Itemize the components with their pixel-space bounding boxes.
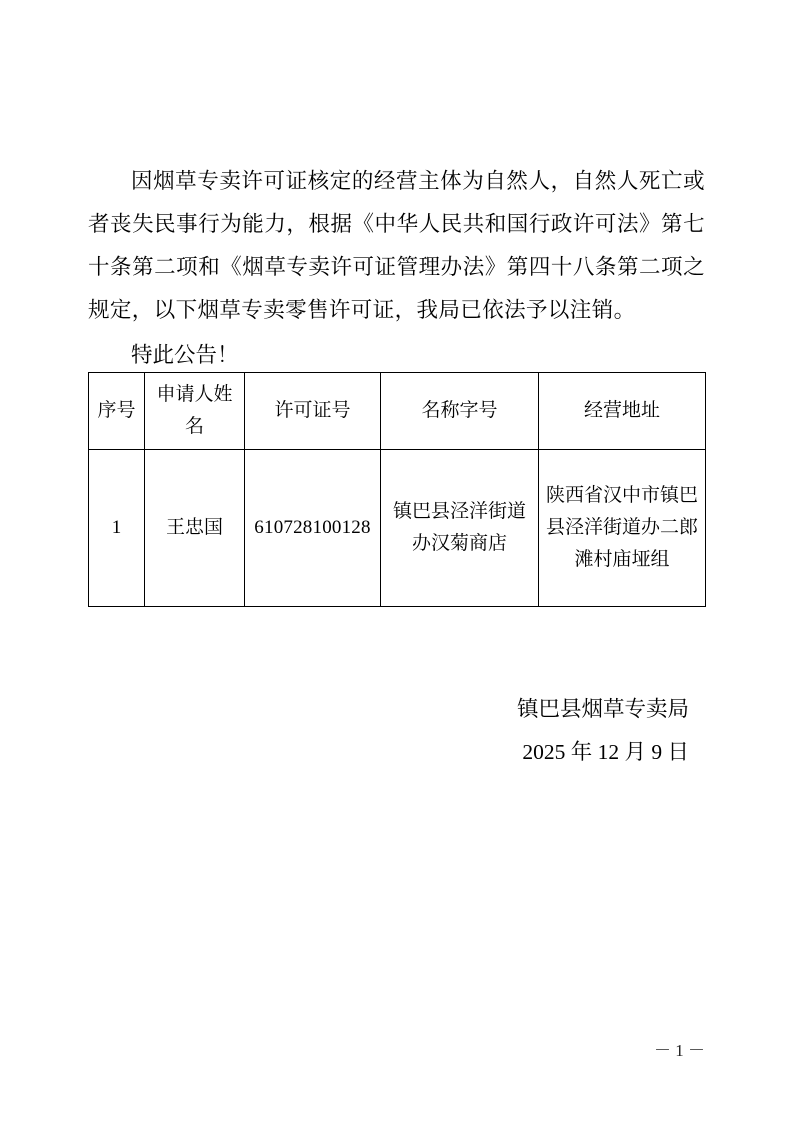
paragraph-notice: 特此公告！ <box>131 343 239 367</box>
signature-block <box>88 688 705 774</box>
column-header-applicant: 申请人姓名 <box>145 373 245 450</box>
column-header-address: 经营地址 <box>539 373 706 450</box>
table-header-row <box>89 373 706 450</box>
page-number: － 1 － <box>654 1041 705 1060</box>
column-header-seq: 序号 <box>89 373 145 450</box>
cell-seq: 1 <box>89 450 145 607</box>
paragraph-main: 因烟草专卖许可证核定的经营主体为自然人，自然人死亡或者丧失民事行为能力，根据《中华人民共和国行政许可法》第七十条第二项和《烟草专卖许可证管理办法》第四十八条第二项之规定，以下烟草专卖零售许可证，我局已依法予以注销。 <box>88 169 705 322</box>
cell-address: 陕西省汉中市镇巴县泾洋街道办二郎滩村庙垭组 <box>539 450 706 607</box>
cell-shop-name: 镇巴县泾洋街道办汉菊商店 <box>381 450 539 607</box>
signature-org: 镇巴县烟草专卖局 <box>516 697 689 721</box>
cell-cert-no: 610728100128 <box>245 450 381 607</box>
column-header-shop-name: 名称字号 <box>381 373 539 450</box>
cell-applicant: 王忠国 <box>145 450 245 607</box>
certificate-table <box>88 372 706 607</box>
table-row <box>89 450 706 607</box>
column-header-cert-no: 许可证号 <box>245 373 381 450</box>
certificate-table-container <box>88 372 705 607</box>
signature-date: 2025 年 12 月 9 日 <box>522 740 689 764</box>
document-body <box>88 160 705 377</box>
